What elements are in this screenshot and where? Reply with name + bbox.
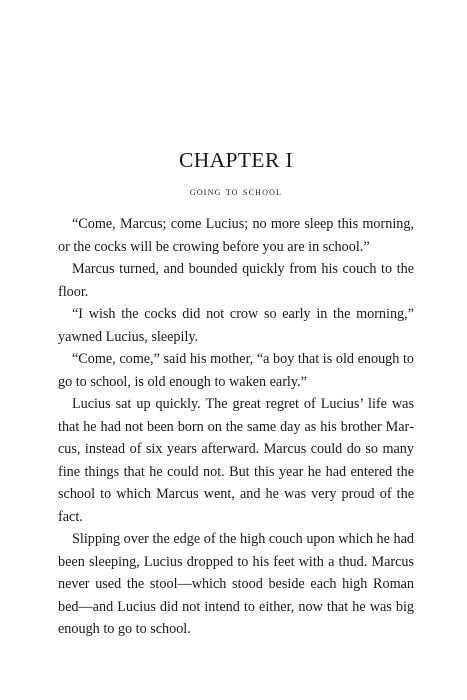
paragraph: “I wish the cocks did not crow so early in the morning,” yawned Lucius, sleepily. — [58, 306, 414, 345]
paragraph: “Come, come,” said his mother, “a boy that is old enough to go to school, is old enough to waken early.” — [58, 351, 414, 390]
paragraph: Marcus turned, and bounded quickly from his couch to the floor. — [58, 261, 414, 300]
chapter-subtitle: going to school — [189, 184, 283, 198]
paragraph: “Come, Marcus; come Lucius; no more sleep this morning, or the cocks will be crowing before you are in school.” — [58, 216, 414, 255]
paragraph: Lucius sat up quickly. The great regret of Lucius’ life was that he had not been born on the same day as his brother Marcus, instead of six years afterward. Marcus could do so many fine things that he could not. But this year he had entered the school to which Marcus went, and he was very proud of the fact. — [58, 396, 414, 525]
book-page — [58, 0, 414, 700]
chapter-body — [58, 213, 414, 641]
chapter-title: CHAPTER I — [178, 148, 294, 172]
paragraph: Slipping over the edge of the high couch upon which he had been sleeping, Lucius dropped to his feet with a thud. Marcus never used the stool—which stood beside each high Roman bed—and Lucius did not intend to either, now that he was big enough to go to school. — [58, 531, 414, 637]
